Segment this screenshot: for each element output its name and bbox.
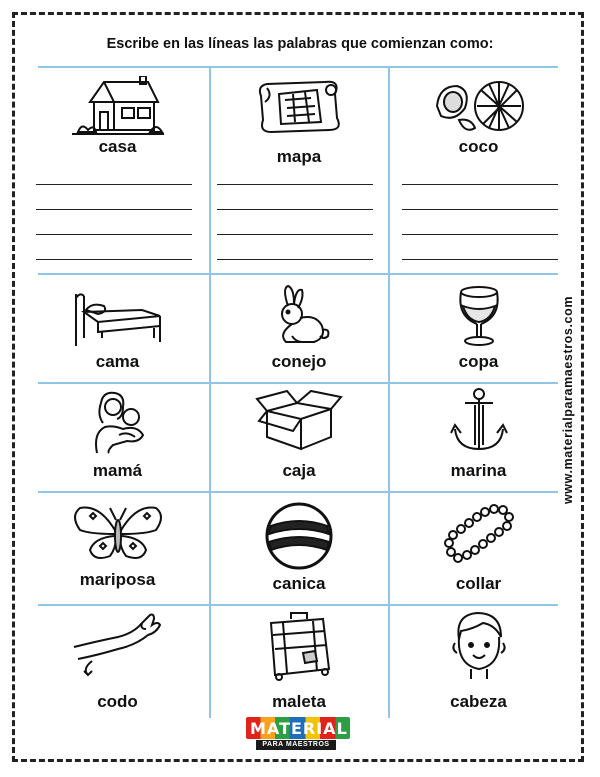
word-cell-copa <box>391 276 566 381</box>
brand-logo-text: MATERIAL <box>246 717 350 739</box>
word-cell-marina <box>391 385 566 490</box>
wine-glass-icon <box>391 284 566 348</box>
word-label: maleta <box>272 692 326 711</box>
word-label: coco <box>458 137 499 156</box>
word-cell-codo <box>30 607 205 715</box>
word-label: collar <box>455 574 502 593</box>
word-cell-collar <box>391 494 566 602</box>
word-label: cabeza <box>450 692 507 711</box>
word-label: canica <box>272 574 326 593</box>
writing-line <box>402 209 558 210</box>
brand-logo <box>246 717 350 751</box>
word-label: codo <box>97 692 138 711</box>
head-icon <box>391 609 566 681</box>
writing-line <box>402 259 558 260</box>
rabbit-icon <box>211 284 387 346</box>
grid-line <box>38 66 558 68</box>
grid-line <box>38 604 558 606</box>
word-label: caja <box>282 461 316 480</box>
word-cell-mapa <box>211 70 387 270</box>
coconut-icon <box>391 78 566 136</box>
word-cell-maleta <box>211 607 387 715</box>
word-cell-coco <box>391 70 566 270</box>
elbow-icon <box>30 611 205 677</box>
writing-line <box>217 234 373 235</box>
word-label: marina <box>450 461 507 480</box>
word-cell-mariposa <box>30 494 205 602</box>
writing-line <box>402 234 558 235</box>
box-icon <box>211 387 387 453</box>
website-url: www.materialparamaestros.com <box>561 295 575 505</box>
writing-line <box>217 209 373 210</box>
grid-line <box>38 491 558 493</box>
word-label: cama <box>95 352 140 371</box>
writing-line <box>36 209 192 210</box>
anchor-icon <box>391 387 566 455</box>
grid-line <box>38 382 558 384</box>
writing-line <box>36 184 192 185</box>
grid-line <box>38 273 558 275</box>
word-label: casa <box>98 137 137 156</box>
writing-line <box>36 234 192 235</box>
word-label: conejo <box>271 352 327 371</box>
word-cell-mama <box>30 385 205 490</box>
instruction-title: Escribe en las líneas las palabras que comienzan como: <box>106 36 494 52</box>
house-icon <box>30 76 205 138</box>
word-cell-casa <box>30 70 205 270</box>
writing-line <box>217 259 373 260</box>
bed-icon <box>30 288 205 348</box>
grid-line <box>388 66 390 718</box>
word-cell-cama <box>30 276 205 381</box>
butterfly-icon <box>30 502 205 564</box>
writing-line <box>402 184 558 185</box>
brand-logo-subtext: PARA MAESTROS <box>256 740 336 750</box>
writing-line <box>217 184 373 185</box>
mother-baby-icon <box>30 389 205 455</box>
word-cell-caja <box>211 385 387 490</box>
necklace-icon <box>391 504 566 564</box>
word-label: mapa <box>276 147 322 166</box>
word-cell-conejo <box>211 276 387 381</box>
word-label: mamá <box>92 461 143 480</box>
suitcase-icon <box>211 609 387 681</box>
map-icon <box>211 76 387 136</box>
writing-line <box>36 259 192 260</box>
word-label: mariposa <box>79 570 156 589</box>
word-cell-canica <box>211 494 387 602</box>
marble-icon <box>211 500 387 572</box>
word-cell-cabeza <box>391 607 566 715</box>
word-label: copa <box>458 352 499 371</box>
